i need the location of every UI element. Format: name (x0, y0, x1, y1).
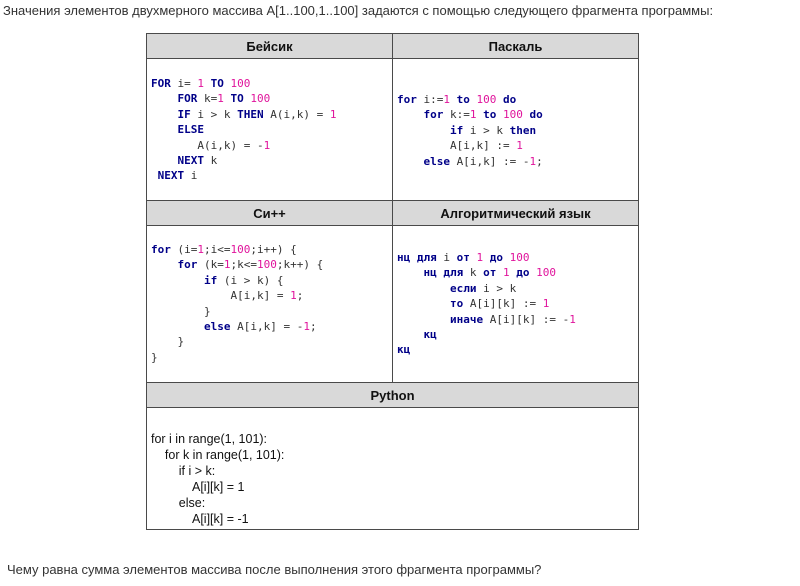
code-text: A[i][k] := (463, 297, 543, 311)
table-header-row (147, 34, 639, 59)
code-number: 100 (250, 92, 271, 106)
code-number: 1 (516, 139, 523, 153)
header-python: Python (147, 383, 639, 408)
code-number: 1 (290, 289, 297, 303)
header-algo: Алгоритмический язык (393, 201, 639, 226)
code-text (397, 108, 424, 121)
code-number: 1 (217, 92, 224, 106)
code-line (151, 351, 158, 364)
header-basic: Бейсик (147, 34, 393, 59)
code-text: i (184, 169, 198, 183)
code-text: ; (309, 320, 317, 334)
code-keyword: for (397, 93, 417, 106)
code-text: A(i,k) = (263, 107, 330, 121)
code-number: 1 (443, 93, 450, 106)
code-keyword: do (503, 93, 517, 106)
code-number: 1 (303, 320, 310, 334)
code-number: 1 (197, 77, 204, 90)
code-line (151, 320, 317, 333)
code-keyword: NEXT (157, 169, 185, 183)
code-number: 100 (536, 266, 556, 280)
task-question-text: Чему равна сумма элементов массива после выполнения этого фрагмента программы? (7, 562, 542, 577)
code-keyword: TO (210, 77, 224, 90)
code-text (151, 169, 158, 182)
code-text: for i in range(1, 101): (151, 432, 268, 446)
code-keyword: если (449, 281, 477, 295)
code-line (397, 297, 549, 310)
code-text (204, 77, 211, 90)
code-text (503, 251, 510, 264)
code-line (397, 343, 410, 356)
code-basic (151, 76, 336, 184)
code-text: A(i,k) = - (151, 138, 264, 152)
code-text: A[i,k] := - (450, 154, 530, 168)
code-algo (397, 250, 576, 358)
code-text: A[i][k] = -1 (151, 512, 249, 526)
code-text (224, 77, 231, 90)
code-text: A[i,k] = - (230, 320, 304, 334)
code-text (397, 155, 424, 168)
code-text: A[i,k] = (151, 289, 291, 303)
code-number: 1 (529, 154, 537, 168)
code-line (151, 123, 204, 136)
code-number: 100 (230, 243, 251, 256)
code-text (224, 92, 231, 105)
code-text: i:= (416, 93, 444, 106)
code-text: ;k<= (230, 258, 257, 272)
code-text: if i > k: (151, 464, 216, 478)
code-keyword: FOR (151, 77, 171, 90)
code-text (151, 108, 178, 121)
code-text (397, 313, 450, 326)
code-keyword: then (509, 123, 537, 137)
code-number: 100 (257, 258, 277, 272)
code-line (151, 243, 297, 256)
code-text (397, 297, 450, 310)
task-intro-text: Значения элементов двухмерного массива A[1..100,1..100] задаются с помощью следующего фрагмента программы: (3, 3, 714, 18)
code-keyword: else (423, 154, 450, 168)
code-text (450, 93, 457, 106)
code-text (151, 154, 178, 167)
code-line (397, 251, 530, 264)
code-keyword: до (516, 266, 530, 280)
code-keyword: TO (230, 92, 244, 106)
code-text: } (151, 350, 158, 364)
code-line (151, 154, 217, 167)
cell-pascal (393, 59, 639, 201)
code-text (496, 93, 503, 106)
code-keyword: NEXT (177, 154, 204, 168)
code-keyword: то (449, 297, 464, 311)
code-text: ;i++) { (250, 243, 297, 256)
code-line (151, 77, 250, 90)
code-line (397, 93, 516, 106)
table-header-row (147, 383, 639, 408)
code-keyword: от (456, 251, 470, 264)
code-keyword: if (449, 123, 464, 137)
code-text: k (463, 266, 484, 280)
code-keyword: FOR (177, 92, 198, 106)
code-cpp (151, 242, 323, 365)
code-number: 1 (503, 266, 510, 280)
code-keyword: for (423, 108, 444, 122)
code-text (397, 266, 424, 279)
cell-cpp (147, 226, 393, 383)
code-keyword: от (483, 266, 497, 280)
code-number: 100 (509, 251, 530, 264)
code-text (410, 251, 417, 264)
code-text (397, 328, 424, 341)
code-line (151, 108, 336, 121)
code-text (483, 251, 490, 264)
code-text (151, 258, 178, 271)
code-text: i > k (463, 123, 510, 137)
code-line (151, 169, 197, 182)
code-text: (i > k) { (217, 273, 284, 287)
code-number: 1 (223, 258, 231, 272)
code-number: 1 (542, 297, 550, 311)
code-line (151, 305, 211, 318)
code-number: 1 (569, 312, 576, 326)
code-keyword: to (483, 108, 497, 122)
code-text (470, 251, 477, 264)
code-text: k (204, 154, 218, 168)
code-line (151, 139, 270, 152)
code-line (397, 155, 543, 168)
code-number: 100 (230, 77, 251, 90)
code-keyword: do (529, 108, 543, 122)
code-line (151, 464, 215, 478)
code-number: 1 (197, 243, 204, 256)
code-text: A[i][k] := - (483, 312, 570, 326)
code-pascal (397, 92, 543, 169)
code-number: 100 (503, 108, 523, 122)
code-text: ; (536, 154, 543, 168)
code-number: 1 (329, 107, 337, 121)
code-text: i (436, 251, 457, 264)
code-number: 1 (469, 108, 477, 122)
code-text: (k= (197, 258, 224, 272)
code-line (397, 108, 543, 121)
code-text: i > k (476, 281, 517, 295)
code-text: ; (296, 289, 304, 303)
code-keyword: иначе (449, 312, 484, 326)
code-table (146, 33, 639, 530)
code-text (151, 92, 178, 105)
code-keyword: if (203, 273, 218, 287)
code-line (151, 496, 205, 510)
code-text (470, 93, 477, 106)
code-line (397, 313, 576, 326)
code-line (151, 274, 283, 287)
code-keyword: для (416, 251, 437, 264)
code-keyword: IF (177, 107, 191, 121)
code-keyword: до (489, 251, 503, 264)
code-line (397, 328, 437, 341)
cell-python (147, 408, 639, 530)
code-keyword: нц (423, 266, 437, 280)
table-code-row (147, 59, 639, 201)
code-text: } (151, 335, 185, 349)
code-text (397, 282, 450, 295)
code-text (496, 108, 503, 121)
code-text: A[i,k] := (397, 139, 517, 153)
code-text (151, 320, 204, 333)
code-keyword: for (177, 258, 198, 272)
code-text: (i= (170, 243, 198, 256)
code-number: 100 (476, 93, 497, 106)
code-text: i= (170, 77, 198, 90)
code-line (397, 124, 536, 137)
code-text: k:= (443, 108, 470, 122)
code-text: } (151, 304, 211, 318)
code-number: 1 (476, 251, 484, 264)
code-text (151, 274, 204, 287)
code-line (151, 289, 303, 302)
code-line (151, 480, 244, 494)
table-code-row (147, 226, 639, 383)
code-text: for k in range(1, 101): (151, 448, 285, 462)
code-keyword: else (203, 320, 231, 334)
code-text: ;i<= (204, 243, 231, 256)
code-text (151, 123, 178, 136)
table-code-row (147, 408, 639, 530)
cell-basic (147, 59, 393, 201)
header-cpp: Си++ (147, 201, 393, 226)
code-line (151, 258, 323, 271)
code-line (151, 512, 249, 526)
code-keyword: for (151, 243, 171, 256)
code-keyword: THEN (237, 107, 264, 121)
code-line (151, 448, 284, 462)
code-line (397, 266, 556, 279)
code-line (397, 139, 523, 152)
code-text: A[i][k] = 1 (151, 480, 245, 494)
code-line (397, 282, 516, 295)
code-keyword: ELSE (177, 123, 204, 137)
code-line (151, 335, 184, 348)
code-python (151, 431, 284, 527)
code-text: i > k (190, 107, 238, 121)
code-keyword: кц (397, 343, 411, 357)
header-pascal: Паскаль (393, 34, 639, 59)
code-text: else: (151, 496, 206, 510)
code-keyword: кц (423, 328, 437, 342)
code-number: 1 (263, 138, 271, 152)
code-text: k= (197, 92, 218, 106)
cell-algo (393, 226, 639, 383)
code-text (397, 124, 450, 137)
code-keyword: to (456, 93, 470, 106)
code-keyword: для (443, 266, 464, 280)
code-line (151, 92, 270, 105)
code-line (151, 432, 267, 446)
code-text (496, 266, 503, 279)
code-text (523, 108, 530, 121)
code-text: ;k++) { (276, 258, 324, 272)
table-header-row (147, 201, 639, 226)
code-keyword: нц (397, 251, 411, 264)
